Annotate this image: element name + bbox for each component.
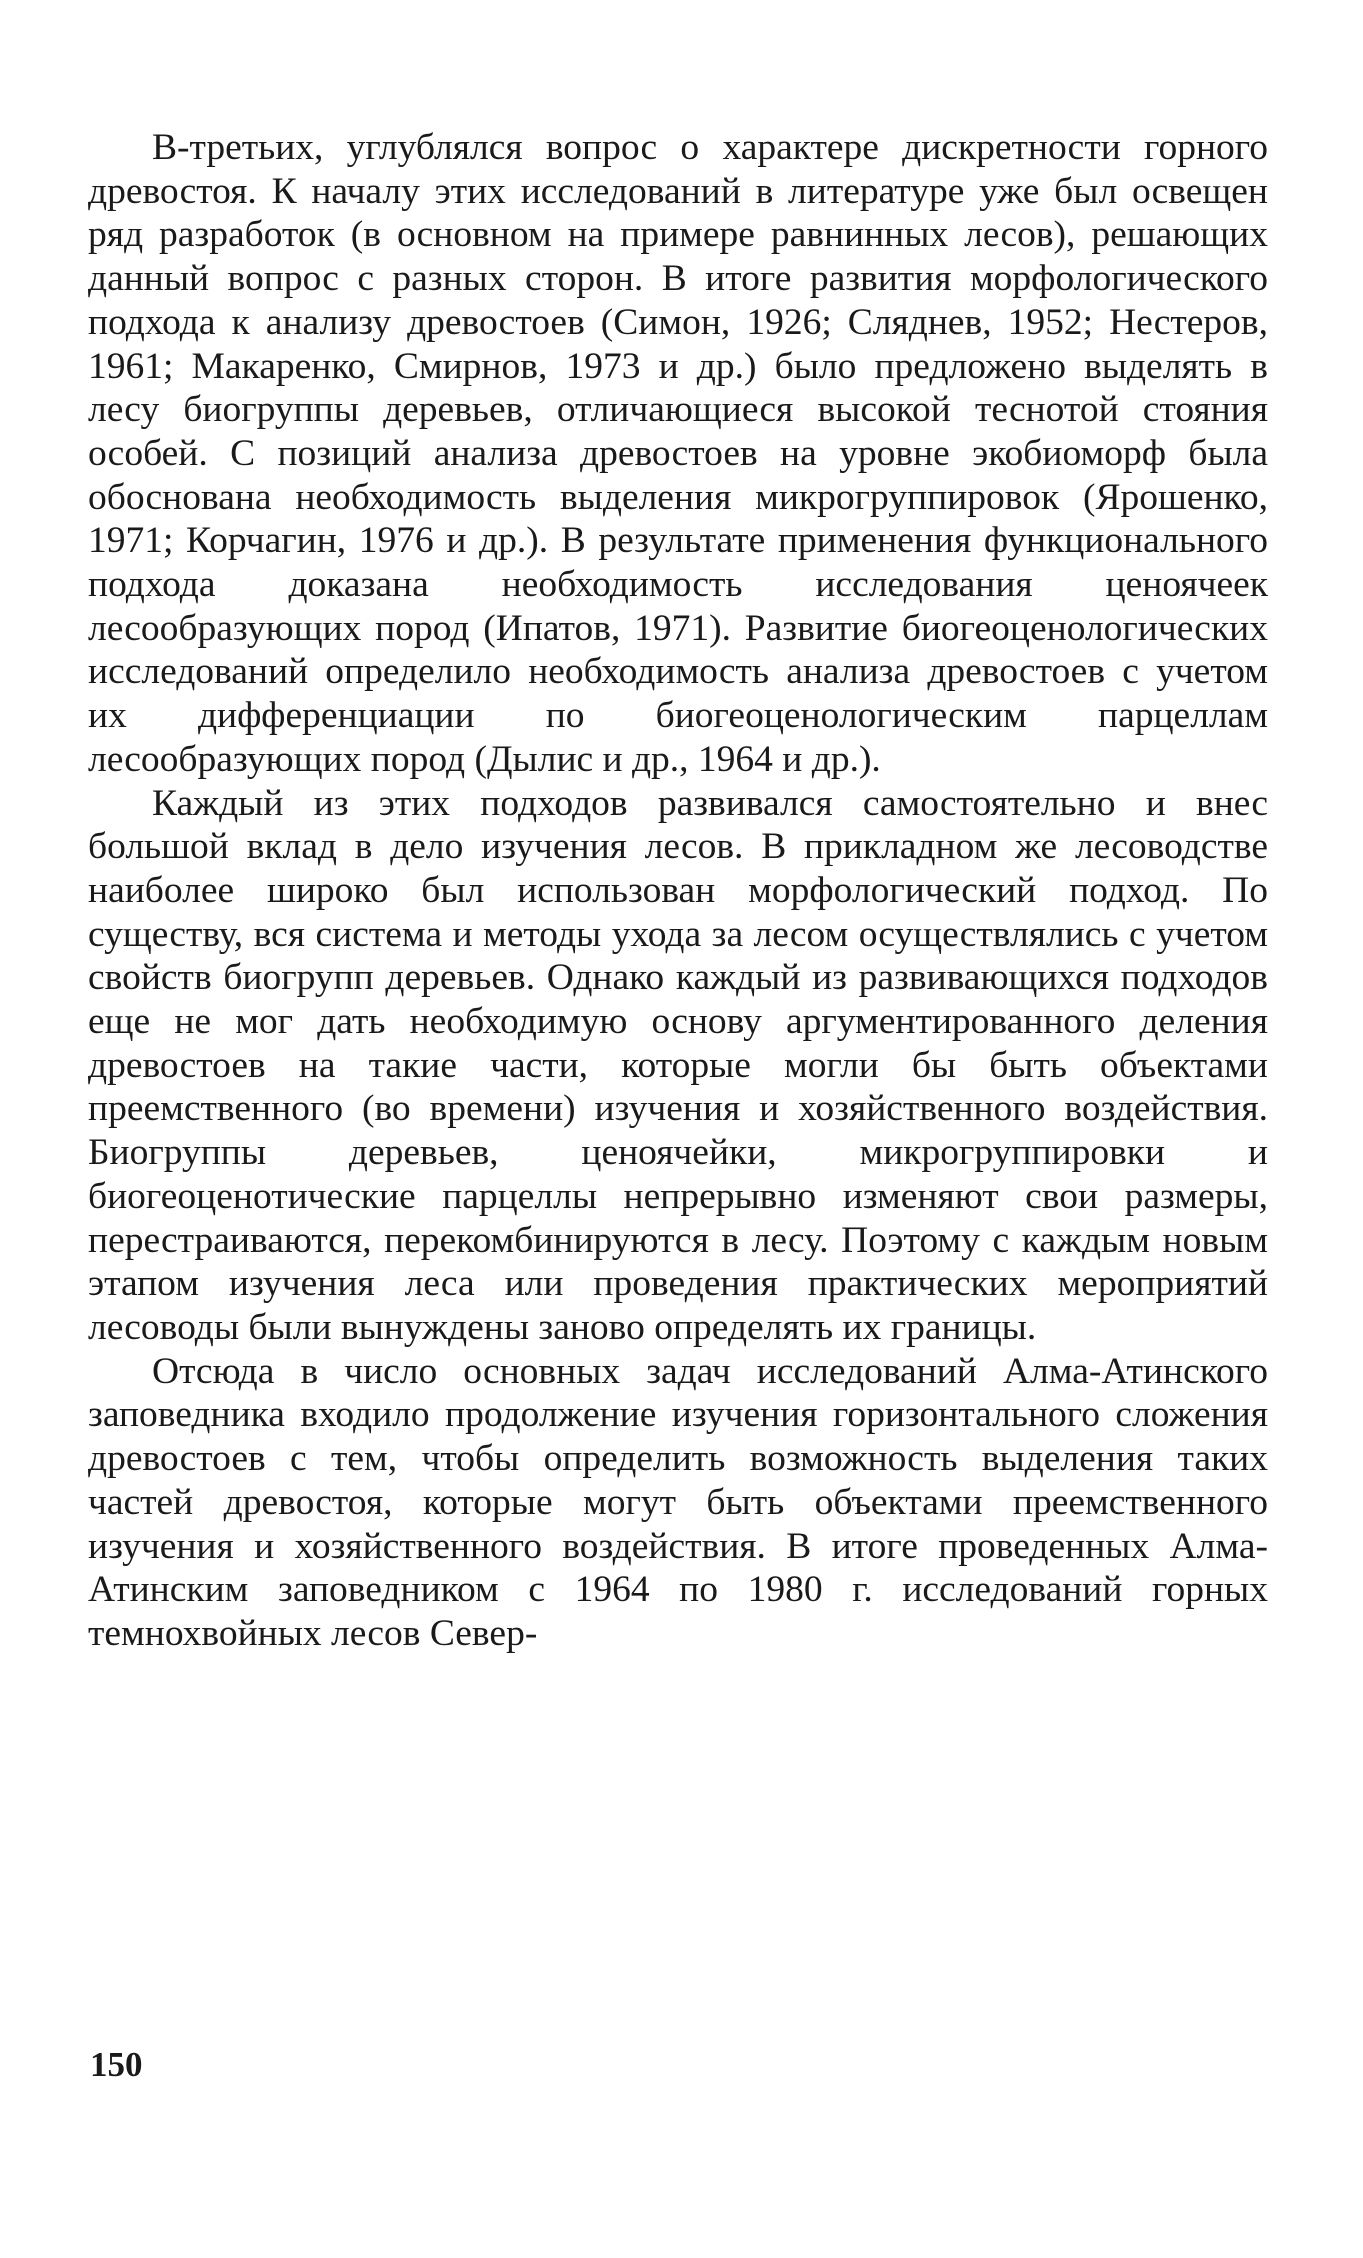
paragraph-3: Отсюда в число основных задач исследований Алма-Атинского заповедника входило продолжение изучения горизонтального сложения древостоев с тем, чтобы определить возможность выделения таких частей древостоя, которые могут быть объектами преемственного изучения и хозяйственного воздействия. В итоге проведенных Алма-Атинским заповедником с 1964 по 1980 г. исследований горных темнохвойных лесов Север- bbox=[88, 1350, 1268, 1654]
body-text bbox=[88, 126, 1268, 1656]
book-page bbox=[88, 126, 1268, 2216]
paragraph-1: В-третьих, углублялся вопрос о характере дискретности горного древостоя. К началу этих исследований в литературе уже был освещен ряд разработок (в основном на примере равнинных лесов), решающих данный вопрос с разных сторон. В итоге развития морфологического подхода к анализу древостоев (Симон, 1926; Сляднев, 1952; Нестеров, 1961; Макаренко, Смирнов, 1973 и др.) было предложено выделять в лесу биогруппы деревьев, отличающиеся высокой теснотой стояния особей. С позиций анализа древостоев на уровне экобиоморф была обоснована необходимость выделения микрогруппировок (Ярошенко, 1971; Корчагин, 1976 и др.). В результате применения функционального подхода доказана необходимость исследования ценоячеек лесообразующих пород (Ипатов, 1971). Развитие биогеоценологических исследований определило необходимость анализа древостоев с учетом их дифференциации по биогеоценологическим парцеллам лесообразующих пород (Дылис и др., 1964 и др.). bbox=[88, 127, 1268, 780]
page-number: 150 bbox=[90, 2045, 143, 2084]
paragraph-2: Каждый из этих подходов развивался самостоятельно и внес большой вклад в дело изучения лесов. В прикладном же лесоводстве наиболее широко был использован морфологический подход. По существу, вся система и методы ухода за лесом осуществлялись с учетом свойств биогрупп деревьев. Однако каждый из развивающихся подходов еще не мог дать необходимую основу аргументированного деления древостоев на такие части, которые могли бы быть объектами преемственного (во времени) изучения и хозяйственного воздействия. Биогруппы деревьев, ценоячейки, микрогруппировки и биогеоценотические парцеллы непрерывно изменяют свои размеры, перестраиваются, перекомбинируются в лесу. Поэтому с каждым новым этапом изучения леса или проведения практических мероприятий лесоводы были вынуждены заново определять их границы. bbox=[88, 782, 1268, 1348]
